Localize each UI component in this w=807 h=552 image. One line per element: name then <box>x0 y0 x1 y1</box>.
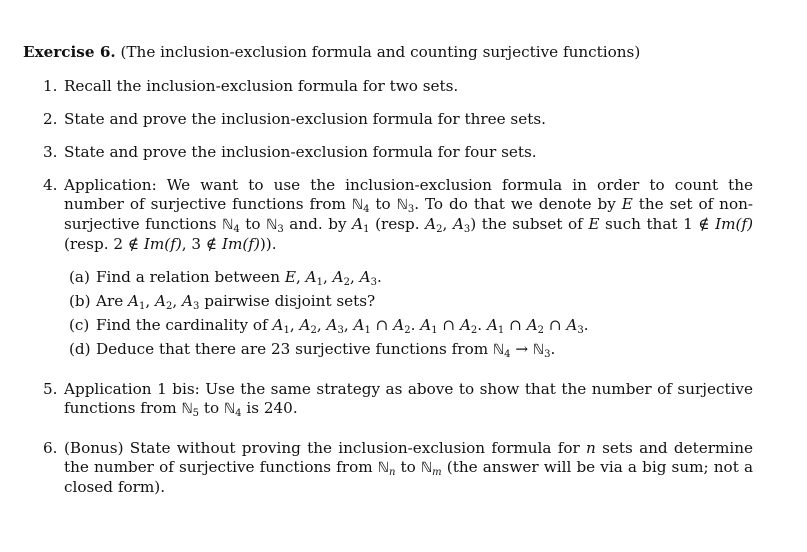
exercise-label: Exercise 6. <box>23 43 116 61</box>
exercise-subtitle: (The inclusion-exclusion formula and counting surjective functions) <box>120 43 641 61</box>
question-list <box>23 77 753 497</box>
question-6: 6. (Bonus) State without proving the inclusion-exclusion formula for n sets and determine the number of surjective functions from ℕ$_n$ to ℕ$_m$ (the answer will be via a big sum; not a closed form). <box>43 439 753 496</box>
subquestion-b: (b) Are $A_1$, $A_2$, $A_3$ pairwise disjoint sets? <box>69 292 376 312</box>
exercise-document <box>23 41 753 497</box>
question-4-subitems <box>64 267 753 360</box>
question-2: 2. State and prove the inclusion-exclusion formula for three sets. <box>43 110 546 128</box>
exercise-heading <box>23 41 753 63</box>
question-4: 4. Application: We want to use the inclusion-exclusion formula in order to count the number of surjective functions from ℕ$_4$ to ℕ$_3$. To do that we denote by E the set of non-surjective functions ℕ$_4$ to ℕ$_3$ and. by $A_1$ (resp. $A_2$, $A_3$) the subset of E such that 1 ∉ Im(f) (resp. 2 ∉ Im(f), 3 ∉ Im(f))). (a) Find a relation between E, $A_1$, $A_2$, $A_3$. (b) Are $A_1$, $A_2$, $A_3$ pairwise disjoint sets? (c) Find the cardinality of $A_1$, $A_2$, $A_3$, $A_1$ ∩ $A_2$. $A_1$ ∩ $A_2$. $A_1$ ∩ $A_2$ ∩ $A_3$. (d) Deduce that there are 23 surjective functions from ℕ$_4$ → ℕ$_3$. <box>43 176 754 360</box>
question-1: 1. Recall the inclusion-exclusion formula for two sets. <box>43 77 459 95</box>
subquestion-a: (a) Find a relation between E, $A_1$, $A_2$, $A_3$. <box>69 268 382 288</box>
question-4-text: Application: We want to use the inclusion-exclusion formula in order to count the number of surjective functions from ℕ$_4$ to ℕ$_3$. To do that we denote by E the set of non-surjective functions ℕ$_4$ to ℕ$_3$ and. by $A_1$ (resp. $A_2$, $A_3$) the subset of E such that 1 ∉ Im(f) (resp. 2 ∉ Im(f), 3 ∉ Im(f))). <box>64 176 754 253</box>
subquestion-d: (d) Deduce that there are 23 surjective functions from ℕ$_4$ → ℕ$_3$. <box>69 340 556 360</box>
question-5: 5. Application 1 bis: Use the same strategy as above to show that the number of surjective functions from ℕ$_5$ to ℕ$_4$ is 240. <box>43 380 753 419</box>
question-3: 3. State and prove the inclusion-exclusion formula for four sets. <box>43 143 537 161</box>
subquestion-c: (c) Find the cardinality of $A_1$, $A_2$, $A_3$, $A_1$ ∩ $A_2$. $A_1$ ∩ $A_2$. $A_1$ ∩ $A_2$ ∩ $A_3$. <box>69 316 589 336</box>
